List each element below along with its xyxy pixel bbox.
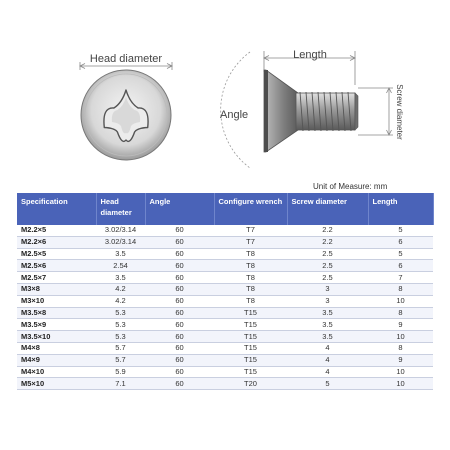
cell-angle: 60 bbox=[145, 260, 214, 272]
cell-length: 8 bbox=[368, 283, 433, 295]
cell-specification: M3×10 bbox=[17, 295, 96, 307]
cell-screw-diameter: 2.2 bbox=[287, 225, 368, 236]
cell-configure-wrench: T7 bbox=[214, 225, 287, 236]
cell-screw-diameter: 3.5 bbox=[287, 307, 368, 319]
table-header-row bbox=[17, 193, 433, 225]
cell-length: 9 bbox=[368, 354, 433, 366]
cell-specification: M3.5×8 bbox=[17, 307, 96, 319]
head-diameter-label: Head diameter bbox=[89, 53, 163, 65]
header-configure-wrench: Configure wrench bbox=[214, 193, 287, 225]
cell-configure-wrench: T15 bbox=[214, 331, 287, 343]
cell-angle: 60 bbox=[145, 307, 214, 319]
cell-length: 10 bbox=[368, 331, 433, 343]
cell-length: 5 bbox=[368, 248, 433, 260]
cell-specification: M2.2×5 bbox=[17, 225, 96, 236]
cell-head-diameter: 4.2 bbox=[96, 283, 145, 295]
screw-diameter-label: Screw diameter bbox=[395, 84, 404, 140]
cell-screw-diameter: 3 bbox=[287, 295, 368, 307]
cell-specification: M2.5×5 bbox=[17, 248, 96, 260]
header-head-diameter: Head diameter bbox=[96, 193, 145, 225]
table-body bbox=[17, 225, 433, 390]
cell-specification: M3.5×10 bbox=[17, 331, 96, 343]
cell-configure-wrench: T15 bbox=[214, 307, 287, 319]
table-row bbox=[17, 272, 433, 284]
cell-head-diameter: 5.3 bbox=[96, 331, 145, 343]
cell-length: 10 bbox=[368, 295, 433, 307]
cell-screw-diameter: 2.5 bbox=[287, 260, 368, 272]
cell-screw-diameter: 4 bbox=[287, 366, 368, 378]
cell-screw-diameter: 2.2 bbox=[287, 236, 368, 248]
cell-head-diameter: 4.2 bbox=[96, 295, 145, 307]
cell-angle: 60 bbox=[145, 354, 214, 366]
cell-head-diameter: 7.1 bbox=[96, 378, 145, 390]
table-row bbox=[17, 307, 433, 319]
screw-side-view-icon bbox=[264, 70, 358, 152]
cell-length: 7 bbox=[368, 272, 433, 284]
cell-head-diameter: 3.5 bbox=[96, 272, 145, 284]
cell-angle: 60 bbox=[145, 272, 214, 284]
header-screw-diameter: Screw diameter bbox=[287, 193, 368, 225]
cell-head-diameter: 3.02/3.14 bbox=[96, 236, 145, 248]
cell-specification: M2.5×6 bbox=[17, 260, 96, 272]
cell-screw-diameter: 2.5 bbox=[287, 272, 368, 284]
cell-configure-wrench: T15 bbox=[214, 366, 287, 378]
table-row bbox=[17, 295, 433, 307]
cell-specification: M3.5×9 bbox=[17, 319, 96, 331]
spec-table bbox=[17, 193, 434, 390]
cell-head-diameter: 5.7 bbox=[96, 342, 145, 354]
cell-configure-wrench: T8 bbox=[214, 283, 287, 295]
cell-configure-wrench: T20 bbox=[214, 378, 287, 390]
cell-configure-wrench: T8 bbox=[214, 248, 287, 260]
cell-specification: M4×9 bbox=[17, 354, 96, 366]
cell-specification: M2.2×6 bbox=[17, 236, 96, 248]
cell-length: 10 bbox=[368, 366, 433, 378]
cell-angle: 60 bbox=[145, 331, 214, 343]
cell-angle: 60 bbox=[145, 283, 214, 295]
table-row bbox=[17, 260, 433, 272]
cell-head-diameter: 5.9 bbox=[96, 366, 145, 378]
cell-configure-wrench: T8 bbox=[214, 272, 287, 284]
cell-specification: M4×10 bbox=[17, 366, 96, 378]
cell-configure-wrench: T15 bbox=[214, 342, 287, 354]
cell-head-diameter: 5.7 bbox=[96, 354, 145, 366]
table-row bbox=[17, 354, 433, 366]
cell-head-diameter: 5.3 bbox=[96, 307, 145, 319]
cell-configure-wrench: T8 bbox=[214, 260, 287, 272]
cell-screw-diameter: 3.5 bbox=[287, 319, 368, 331]
header-angle: Angle bbox=[145, 193, 214, 225]
cell-length: 9 bbox=[368, 319, 433, 331]
cell-specification: M5×10 bbox=[17, 378, 96, 390]
cell-angle: 60 bbox=[145, 225, 214, 236]
cell-length: 8 bbox=[368, 342, 433, 354]
table-row bbox=[17, 248, 433, 260]
cell-head-diameter: 3.5 bbox=[96, 248, 145, 260]
angle-label: Angle bbox=[220, 109, 249, 121]
cell-screw-diameter: 3.5 bbox=[287, 331, 368, 343]
table-row bbox=[17, 236, 433, 248]
cell-length: 8 bbox=[368, 307, 433, 319]
table-row bbox=[17, 283, 433, 295]
cell-screw-diameter: 3 bbox=[287, 283, 368, 295]
table-row bbox=[17, 342, 433, 354]
cell-angle: 60 bbox=[145, 366, 214, 378]
header-specification: Specification bbox=[17, 193, 96, 225]
cell-length: 6 bbox=[368, 236, 433, 248]
cell-head-diameter: 2.54 bbox=[96, 260, 145, 272]
cell-angle: 60 bbox=[145, 295, 214, 307]
cell-angle: 60 bbox=[145, 236, 214, 248]
cell-screw-diameter: 4 bbox=[287, 342, 368, 354]
table-row bbox=[17, 319, 433, 331]
cell-specification: M3×8 bbox=[17, 283, 96, 295]
cell-configure-wrench: T8 bbox=[214, 295, 287, 307]
torx-head-icon bbox=[81, 70, 171, 160]
screw-diameter-dimension bbox=[358, 88, 393, 135]
cell-angle: 60 bbox=[145, 342, 214, 354]
length-label: Length bbox=[293, 49, 327, 61]
cell-configure-wrench: T15 bbox=[214, 354, 287, 366]
cell-specification: M2.5×7 bbox=[17, 272, 96, 284]
cell-length: 10 bbox=[368, 378, 433, 390]
table-row bbox=[17, 378, 433, 390]
cell-length: 6 bbox=[368, 260, 433, 272]
cell-angle: 60 bbox=[145, 248, 214, 260]
cell-head-diameter: 5.3 bbox=[96, 319, 145, 331]
table-row bbox=[17, 366, 433, 378]
cell-screw-diameter: 5 bbox=[287, 378, 368, 390]
cell-length: 5 bbox=[368, 225, 433, 236]
screw-diagram bbox=[0, 0, 450, 180]
cell-head-diameter: 3.02/3.14 bbox=[96, 225, 145, 236]
cell-specification: M4×8 bbox=[17, 342, 96, 354]
table-row bbox=[17, 225, 433, 236]
cell-angle: 60 bbox=[145, 378, 214, 390]
cell-screw-diameter: 4 bbox=[287, 354, 368, 366]
header-length: Length bbox=[368, 193, 433, 225]
table-row bbox=[17, 331, 433, 343]
cell-angle: 60 bbox=[145, 319, 214, 331]
cell-configure-wrench: T7 bbox=[214, 236, 287, 248]
cell-configure-wrench: T15 bbox=[214, 319, 287, 331]
unit-of-measure-label: Unit of Measure: mm bbox=[313, 182, 388, 191]
cell-screw-diameter: 2.5 bbox=[287, 248, 368, 260]
